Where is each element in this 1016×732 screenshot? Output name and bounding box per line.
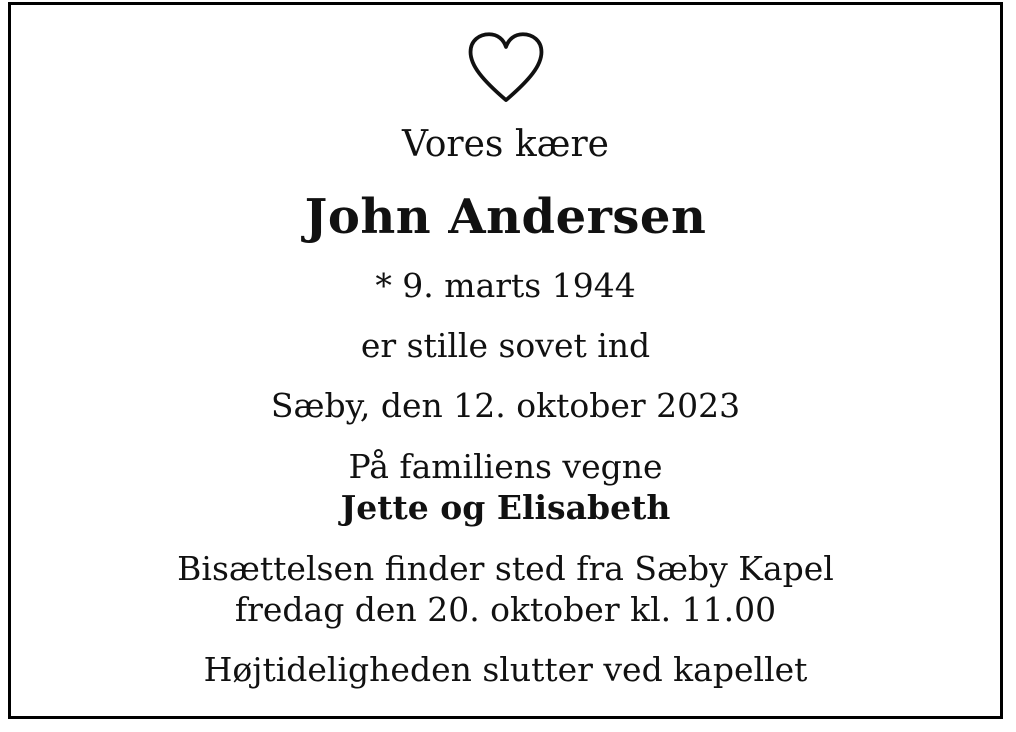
intro-text: Vores kære (402, 124, 609, 165)
deceased-name: John Andersen (304, 189, 707, 245)
passing-text: er stille sovet ind (360, 326, 651, 365)
family-names: Jette og Elisabeth (340, 488, 671, 527)
family-block (341, 446, 671, 528)
birth-date: * 9. marts 1944 (375, 266, 636, 305)
place-and-date: Sæby, den 12. oktober 2023 (270, 386, 741, 425)
ceremony-location: Bisættelsen finder sted fra Sæby Kapel (177, 549, 834, 588)
on-behalf-text: På familiens vegne (348, 447, 663, 486)
ceremony-block (177, 548, 834, 630)
ceremony-time: fredag den 20. oktober kl. 11.00 (234, 590, 777, 629)
closing-text: Højtideligheden slutter ved kapellet (203, 650, 808, 689)
heart-icon (460, 30, 552, 106)
death-notice (8, 2, 1003, 719)
